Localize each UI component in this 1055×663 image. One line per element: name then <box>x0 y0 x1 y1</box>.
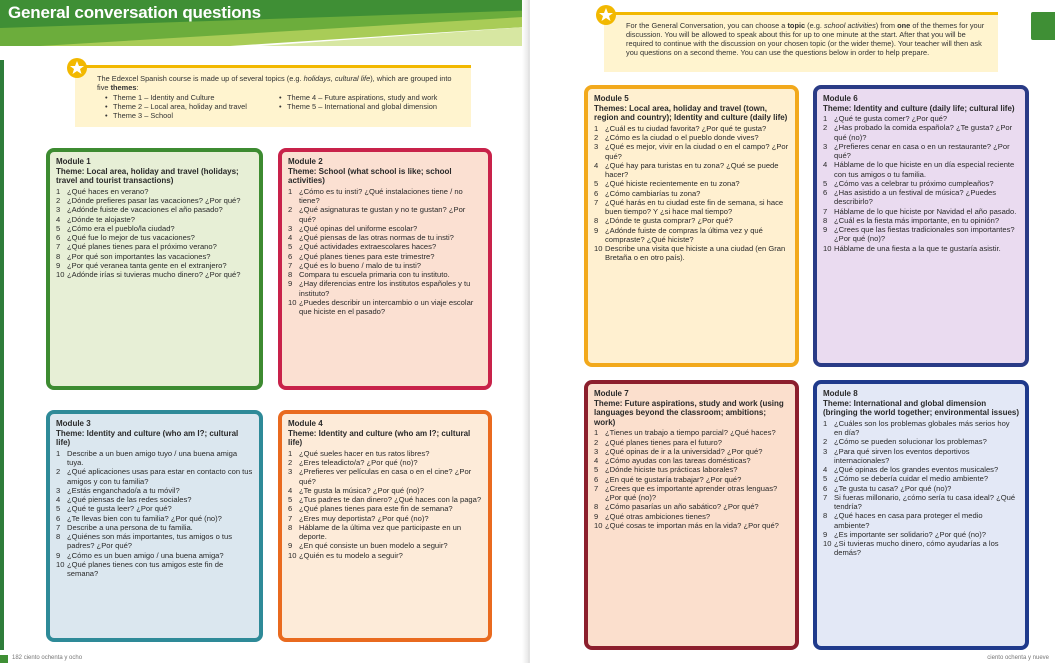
conversation-instructions: For the General Conversation, you can choose a topic (e.g. school activities) from one of the themes for your discussion. You will be allowed to speak about this for up to one minute at the start. After that you will be required to continue with the discussion on your chosen topic (or the wider theme). Your teacher will then ask you questions on a second theme. You can use the questions below in order to help prepare. <box>626 21 985 57</box>
question-text: ¿Prefieres ver películas en casa o en el cine? ¿Por qué? <box>299 467 472 486</box>
question-text: ¿Adónde fuiste de compras la última vez y qué compraste? ¿Qué hiciste? <box>605 225 763 244</box>
question-number: 6 <box>823 483 828 493</box>
question-number: 5 <box>594 465 599 475</box>
question-item <box>594 456 789 465</box>
module-theme: Theme: Identity and culture (who am I?; cultural life) <box>56 428 239 448</box>
question-item <box>823 493 1019 512</box>
question-text: ¿Qué hiciste recientemente en tu zona? <box>605 179 740 189</box>
module-theme: Theme: Identity and culture (who am I?; cultural life) <box>288 428 471 448</box>
question-number: 3 <box>288 223 293 233</box>
question-item <box>823 244 1019 253</box>
question-text: ¿Dónde hiciste tus prácticas laborales? <box>605 465 738 475</box>
question-text: ¿Cómo se debería cuidar el medio ambiente? <box>834 474 989 484</box>
question-list <box>823 419 1019 558</box>
question-text: ¿Qué opinas de ir a la universidad? ¿Por qué? <box>605 446 763 456</box>
question-text: ¿Qué haces en verano? <box>67 186 149 196</box>
question-number: 6 <box>288 251 293 261</box>
question-number: 9 <box>288 541 293 551</box>
question-item <box>594 244 789 263</box>
question-text: ¿Qué piensas de las redes sociales? <box>67 495 192 505</box>
question-item <box>288 224 482 233</box>
question-number: 10 <box>823 243 832 253</box>
module-2-card <box>278 148 492 390</box>
question-number: 7 <box>823 492 828 502</box>
edge-bar <box>0 60 4 650</box>
question-number: 2 <box>288 205 293 215</box>
module-name: Module 2 <box>288 157 323 166</box>
question-item <box>823 123 1019 142</box>
question-number: 3 <box>56 485 61 495</box>
question-item <box>594 428 789 437</box>
question-number: 9 <box>594 511 599 521</box>
question-item <box>56 449 253 468</box>
question-text: ¿Dónde prefieres pasar las vacaciones? ¿Por qué? <box>67 196 241 206</box>
question-number: 10 <box>288 550 297 560</box>
question-number: 5 <box>594 179 599 189</box>
question-text: ¿Cuál es la fiesta más importante, en tu opinión? <box>834 215 1000 225</box>
section-tab <box>1031 12 1055 40</box>
question-item <box>56 504 253 513</box>
question-text: ¿Qué planes tienes para este trimestre? <box>299 251 435 261</box>
question-text: ¿Has asistido a un festival de música? ¿Puedes describirlo? <box>834 188 997 207</box>
question-list <box>288 187 482 317</box>
question-number: 10 <box>56 559 65 569</box>
question-item <box>823 511 1019 530</box>
question-item <box>56 495 253 504</box>
question-text: Describe una visita que hiciste a una ciudad (en Gran Bretaña o en otro país). <box>605 244 786 263</box>
question-item <box>823 207 1019 216</box>
module-theme: Theme: International and global dimension (bringing the world together; environmental issues) <box>823 398 1020 418</box>
question-number: 2 <box>823 437 828 447</box>
question-text: ¿Cuál es tu ciudad favorita? ¿Por qué te gusta? <box>605 123 767 133</box>
question-number: 6 <box>56 233 61 243</box>
question-text: ¿Qué opinas de los grandes eventos musicales? <box>834 465 999 475</box>
question-text: ¿Por qué son importantes las vacaciones? <box>67 251 211 261</box>
question-number: 1 <box>288 186 293 196</box>
question-item <box>56 196 253 205</box>
question-text: ¿Cómo era el pueblo/la ciudad? <box>67 223 175 233</box>
question-number: 5 <box>823 474 828 484</box>
question-item <box>288 551 482 560</box>
question-text: ¿Eres muy deportista? ¿Por qué (no)? <box>299 513 429 523</box>
question-number: 10 <box>288 297 297 307</box>
question-item <box>823 447 1019 466</box>
question-item <box>56 233 253 242</box>
question-item <box>56 261 253 270</box>
question-text: ¿Quiénes son más importantes, tus amigos o tus padres? ¿Por qué? <box>67 532 233 551</box>
question-item <box>288 187 482 206</box>
question-item <box>56 270 253 279</box>
question-number: 8 <box>823 215 828 225</box>
question-number: 7 <box>56 242 61 252</box>
question-text: ¿Qué fue lo mejor de tus vacaciones? <box>67 233 195 243</box>
question-text: ¿Crees que es importante aprender otras lenguas? ¿Por qué (no)? <box>605 483 778 503</box>
question-number: 3 <box>594 142 599 152</box>
title-banner <box>0 0 540 46</box>
question-text: ¿Estás enganchado/a a tu móvil? <box>67 485 180 495</box>
question-text: ¿Eres teleadicto/a? ¿Por qué (no)? <box>299 458 418 468</box>
question-item <box>823 225 1019 244</box>
theme-item: • Theme 1 – Identity and Culture <box>105 93 275 102</box>
question-item <box>823 474 1019 483</box>
question-number: 7 <box>288 513 293 523</box>
right-page <box>530 0 1055 663</box>
question-number: 7 <box>288 260 293 270</box>
question-text: ¿Cómo es un buen amigo / una buena amiga? <box>67 550 224 560</box>
question-item <box>594 438 789 447</box>
question-number: 3 <box>823 446 828 456</box>
star-icon <box>67 58 87 78</box>
question-number: 5 <box>56 504 61 514</box>
question-number: 2 <box>288 458 293 468</box>
question-item <box>594 142 789 161</box>
question-number: 8 <box>288 270 293 280</box>
question-text: ¿Qué sueles hacer en tus ratos libres? <box>299 448 430 458</box>
question-item <box>823 437 1019 446</box>
question-text: ¿Qué hay para turistas en tu zona? ¿Qué se puede hacer? <box>605 160 779 180</box>
question-number: 8 <box>594 216 599 226</box>
question-number: 8 <box>823 511 828 521</box>
question-text: ¿Qué asignaturas te gustan y no te gustan? ¿Por qué? <box>299 205 466 224</box>
question-list <box>594 428 789 530</box>
question-text: ¿Qué te gusta leer? ¿Por qué? <box>67 504 172 514</box>
question-item <box>594 502 789 511</box>
question-number: 1 <box>288 448 293 458</box>
question-text: ¿Cómo es la ciudad o el pueblo donde vives? <box>605 133 759 143</box>
question-number: 6 <box>594 474 599 484</box>
module-name: Module 8 <box>823 389 858 398</box>
theme-item: • Theme 5 – International and global dimension <box>279 102 437 111</box>
question-number: 7 <box>594 483 599 493</box>
question-text: ¿Qué planes tienes con tus amigos este fin de semana? <box>67 559 224 579</box>
question-number: 8 <box>594 502 599 512</box>
question-text: ¿Qué harás en tu ciudad este fin de semana, si hace buen tiempo? Y ¿si hace mal tiempo? <box>605 197 784 217</box>
question-item <box>288 233 482 242</box>
question-number: 4 <box>823 160 828 170</box>
question-number: 1 <box>56 448 61 458</box>
question-text: ¿Por qué veranea tanta gente en el extranjero? <box>67 260 227 270</box>
question-item <box>594 124 789 133</box>
question-text: ¿Qué planes tienes para el próximo verano? <box>67 242 217 252</box>
question-list <box>823 114 1019 253</box>
question-number: 7 <box>56 522 61 532</box>
question-text: ¿Cómo ayudas con las tareas domésticas? <box>605 456 751 466</box>
question-item <box>594 465 789 474</box>
question-text: ¿Adónde fuiste de vacaciones el año pasado? <box>67 205 223 215</box>
question-text: ¿Adónde irías si tuvieras mucho dinero? ¿Por qué? <box>67 270 241 280</box>
module-8-card <box>813 380 1029 650</box>
question-item <box>594 447 789 456</box>
question-item <box>288 486 482 495</box>
module-name: Module 1 <box>56 157 91 166</box>
question-number: 7 <box>823 206 828 216</box>
question-text: ¿Qué actividades extraescolares haces? <box>299 242 437 252</box>
question-number: 8 <box>56 532 61 542</box>
question-item <box>823 465 1019 474</box>
right-page-footer: ciento ochenta y nueve <box>987 655 1049 661</box>
question-item <box>288 252 482 261</box>
question-item <box>594 179 789 188</box>
question-item <box>288 495 482 504</box>
question-number: 10 <box>823 539 832 549</box>
question-number: 9 <box>56 260 61 270</box>
question-number: 2 <box>56 467 61 477</box>
question-text: Háblame de lo que hiciste en un día especial reciente con tus amigos o tu familia. <box>834 160 1015 179</box>
module-name: Module 3 <box>56 419 91 428</box>
question-item <box>823 179 1019 188</box>
module-theme: Themes: Local area, holiday and travel (town, region and country); Identity and culture (daily life) <box>594 103 788 123</box>
theme-list <box>97 93 463 120</box>
question-number: 9 <box>288 279 293 289</box>
module-name: Module 7 <box>594 389 629 398</box>
question-text: ¿Has probado la comida española? ¿Te gusta? ¿Por qué (no)? <box>834 123 1013 142</box>
question-item <box>288 504 482 513</box>
module-theme: Theme: School (what school is like; school activities) <box>288 166 452 186</box>
theme-item: • Theme 2 – Local area, holiday and travel <box>105 102 275 111</box>
question-item <box>288 270 482 279</box>
question-number: 6 <box>56 513 61 523</box>
question-item <box>594 189 789 198</box>
question-text: ¿Qué planes tienes para este fin de semana? <box>299 504 453 514</box>
conversation-info-box <box>604 12 998 72</box>
question-item <box>823 419 1019 438</box>
question-number: 5 <box>56 223 61 233</box>
module-6-card <box>813 85 1029 367</box>
question-item <box>594 484 789 503</box>
question-item <box>288 458 482 467</box>
question-number: 7 <box>594 197 599 207</box>
question-text: ¿Qué aplicaciones usas para estar en contacto con tus amigos y con tu familia? <box>67 467 253 486</box>
question-text: ¿Cómo es tu insti? ¿Qué instalaciones tiene / no tiene? <box>299 186 463 206</box>
question-number: 10 <box>594 520 603 530</box>
question-item <box>56 532 253 551</box>
question-text: ¿Tienes un trabajo a tiempo parcial? ¿Qué haces? <box>605 428 776 438</box>
module-name: Module 5 <box>594 94 629 103</box>
question-text: ¿Qué es mejor, vivir en la ciudad o en el campo? ¿Por qué? <box>605 142 789 161</box>
question-item <box>56 187 253 196</box>
question-item <box>56 523 253 532</box>
question-item <box>288 261 482 270</box>
question-item <box>288 449 482 458</box>
question-number: 4 <box>594 456 599 466</box>
question-text: ¿Cómo vas a celebrar tu próximo cumpleaños? <box>834 178 994 188</box>
question-text: ¿Cómo pasarías un año sabático? ¿Por qué? <box>605 502 759 512</box>
module-3-card <box>46 410 263 642</box>
question-text: ¿Te gusta la música? ¿Por qué (no)? <box>299 485 424 495</box>
question-number: 3 <box>594 446 599 456</box>
question-text: ¿En qué te gustaría trabajar? ¿Por qué? <box>605 474 742 484</box>
theme-item: • Theme 3 – School <box>105 111 275 120</box>
module-1-card <box>46 148 263 390</box>
question-number: 9 <box>56 550 61 560</box>
question-text: ¿Puedes describir un intercambio o un viaje escolar que hiciste en el pasado? <box>299 297 474 317</box>
question-item <box>56 205 253 214</box>
question-item <box>594 216 789 225</box>
question-text: ¿Tus padres te dan dinero? ¿Qué haces con la paga? <box>299 495 482 505</box>
question-text: ¿Dónde te gusta comprar? ¿Por qué? <box>605 216 733 226</box>
question-text: ¿Cuáles son los problemas globales más serios hoy en día? <box>834 418 1010 438</box>
question-number: 3 <box>288 467 293 477</box>
question-item <box>823 142 1019 161</box>
question-text: Háblame de una fiesta a la que te gustaría asistir. <box>834 243 1001 253</box>
left-page <box>0 0 525 663</box>
question-text: Si fueras millonario, ¿cómo sería tu casa ideal? ¿Qué tendría? <box>834 492 1016 512</box>
question-item <box>288 242 482 251</box>
question-item <box>594 133 789 142</box>
question-item <box>823 160 1019 179</box>
question-item <box>288 467 482 486</box>
question-text: ¿Qué planes tienes para el futuro? <box>605 437 722 447</box>
question-number: 8 <box>288 522 293 532</box>
question-item <box>594 521 789 530</box>
question-text: ¿Cómo cambiarías tu zona? <box>605 188 701 198</box>
question-number: 4 <box>594 160 599 170</box>
question-number: 5 <box>288 495 293 505</box>
question-number: 8 <box>56 251 61 261</box>
question-number: 2 <box>594 133 599 143</box>
question-item <box>56 224 253 233</box>
question-list <box>56 187 253 280</box>
question-text: ¿Qué te gusta comer? ¿Por qué? <box>834 114 948 124</box>
question-text: ¿Cómo se pueden solucionar los problemas? <box>834 437 987 447</box>
question-number: 1 <box>594 123 599 133</box>
question-item <box>56 514 253 523</box>
question-number: 2 <box>823 123 828 133</box>
question-text: ¿Dónde te alojaste? <box>67 214 135 224</box>
question-text: ¿Qué cosas te importan más en la vida? ¿Por qué? <box>605 520 779 530</box>
left-page-footer: 182 ciento ochenta y ocho <box>12 655 83 661</box>
question-number: 4 <box>288 233 293 243</box>
question-text: ¿Para qué sirven los eventos deportivos internacionales? <box>834 446 970 465</box>
question-item <box>594 198 789 217</box>
question-item <box>594 475 789 484</box>
question-number: 5 <box>288 242 293 252</box>
question-number: 4 <box>288 485 293 495</box>
module-theme: Theme: Future aspirations, study and work (using languages beyond the classroom; ambitions; work) <box>594 398 784 427</box>
question-item <box>823 216 1019 225</box>
question-item <box>594 512 789 521</box>
question-number: 9 <box>594 225 599 235</box>
themes-info-box <box>75 65 471 127</box>
question-text: ¿Qué piensas de las otras normas de tu insti? <box>299 233 454 243</box>
question-number: 2 <box>594 437 599 447</box>
star-icon <box>596 5 616 25</box>
question-item <box>56 551 253 560</box>
question-number: 1 <box>56 186 61 196</box>
question-number: 1 <box>594 428 599 438</box>
question-text: ¿Es importante ser solidario? ¿Por qué (no)? <box>834 529 986 539</box>
question-item <box>288 279 482 298</box>
question-list <box>288 449 482 560</box>
question-item <box>56 560 253 579</box>
question-number: 10 <box>594 244 603 254</box>
question-item <box>56 467 253 486</box>
question-text: ¿Te gusta tu casa? ¿Por qué (no)? <box>834 483 952 493</box>
question-item <box>56 242 253 251</box>
question-text: ¿Hay diferencias entre los institutos españoles y tu instituto? <box>299 279 471 298</box>
question-number: 4 <box>56 495 61 505</box>
question-number: 1 <box>823 418 828 428</box>
question-item <box>56 486 253 495</box>
question-item <box>288 514 482 523</box>
question-text: ¿Prefieres cenar en casa o en un restaurante? ¿Por qué? <box>834 141 1010 161</box>
question-item <box>823 114 1019 123</box>
question-number: 6 <box>288 504 293 514</box>
question-number: 10 <box>56 270 65 280</box>
module-4-card <box>278 410 492 642</box>
themes-intro: The Edexcel Spanish course is made up of several topics (e.g. holidays, cultural life), which are grouped into five themes: <box>97 74 452 92</box>
question-item <box>288 523 482 542</box>
question-text: ¿Si tuvieras mucho dinero, cómo ayudarías a los demás? <box>834 539 999 558</box>
question-text: ¿Qué es lo bueno / malo de tu insti? <box>299 260 421 270</box>
question-item <box>288 298 482 317</box>
question-text: Describe a una persona de tu familia. <box>67 522 193 532</box>
question-item <box>288 541 482 550</box>
module-theme: Theme: Identity and culture (daily life; cultural life) <box>823 103 1015 113</box>
question-item <box>823 530 1019 539</box>
question-text: ¿Qué haces en casa para proteger el medio ambiente? <box>834 511 983 530</box>
question-text: ¿Qué otras ambiciones tienes? <box>605 511 711 521</box>
question-text: Háblame de la última vez que participaste en un deporte. <box>299 522 462 542</box>
question-number: 3 <box>56 205 61 215</box>
question-number: 6 <box>594 188 599 198</box>
module-5-card <box>584 85 799 367</box>
question-number: 6 <box>823 188 828 198</box>
module-name: Module 6 <box>823 94 858 103</box>
question-item <box>56 252 253 261</box>
theme-list-col2 <box>279 93 437 120</box>
question-item <box>594 161 789 180</box>
question-number: 4 <box>823 465 828 475</box>
question-list <box>56 449 253 579</box>
question-text: Compara tu escuela primaria con tu instituto. <box>299 270 450 280</box>
question-number: 1 <box>823 114 828 124</box>
question-list <box>594 124 789 263</box>
question-item <box>288 205 482 224</box>
module-theme: Theme: Local area, holiday and travel (holidays; travel and tourist transactions) <box>56 166 239 186</box>
question-text: Háblame de lo que hiciste por Navidad el año pasado. <box>834 206 1017 216</box>
page-number-marker <box>0 655 8 663</box>
theme-list-col1 <box>105 93 275 120</box>
module-name: Module 4 <box>288 419 323 428</box>
question-number: 9 <box>823 225 828 235</box>
question-text: Describe a un buen amigo tuyo / una buena amiga tuya. <box>67 448 238 468</box>
module-7-card <box>584 380 799 650</box>
question-text: ¿En qué consiste un buen modelo a seguir? <box>299 541 448 551</box>
question-item <box>823 484 1019 493</box>
question-number: 3 <box>823 141 828 151</box>
theme-item: • Theme 4 – Future aspirations, study and work <box>279 93 437 102</box>
question-item <box>823 539 1019 558</box>
question-text: ¿Qué opinas del uniforme escolar? <box>299 223 418 233</box>
question-number: 9 <box>823 529 828 539</box>
question-number: 4 <box>56 214 61 224</box>
page-title: General conversation questions <box>8 3 261 22</box>
question-text: ¿Quién es tu modelo a seguir? <box>299 550 403 560</box>
question-item <box>594 226 789 245</box>
question-text: ¿Crees que las fiestas tradicionales son importantes? ¿Por qué (no)? <box>834 225 1015 244</box>
question-text: ¿Te llevas bien con tu familia? ¿Por qué (no)? <box>67 513 222 523</box>
question-item <box>823 188 1019 207</box>
question-number: 5 <box>823 178 828 188</box>
question-number: 2 <box>56 196 61 206</box>
question-item <box>56 215 253 224</box>
